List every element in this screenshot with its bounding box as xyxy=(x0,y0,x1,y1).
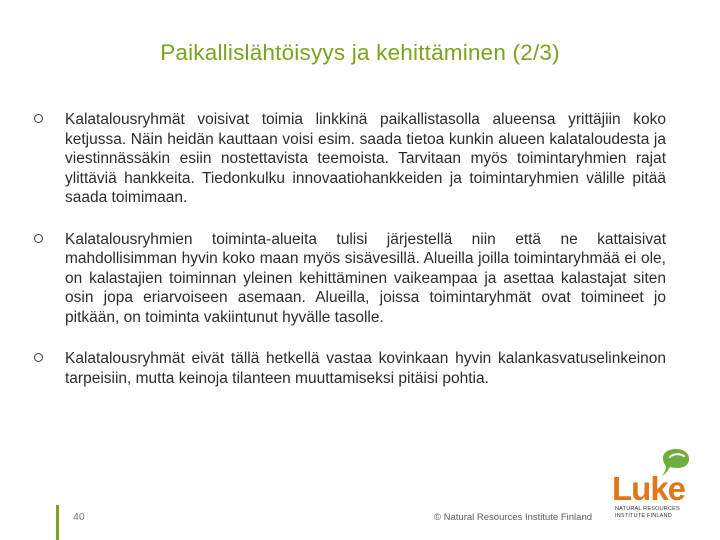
bullet-text: Kalatalousryhmien toiminta-alueita tulisi järjestellä niin että ne kattaisivat mahdollisimman hyvin koko maan myös sisävesillä. Alueilla joilla toimintaryhmää ei ole, on kalastajien toiminnan yleinen kehittäminen vaikeampaa ja asettaa kalastajat siten osin jopa eriarvoiseen asemaan. Alueilla, joissa toimintaryhmät ovat toimineet jo pitkään, on toiminta vakiintunut hyvälle tasolle. xyxy=(65,230,666,326)
logo-subtitle xyxy=(615,506,693,519)
footer-accent-bar xyxy=(56,505,59,540)
page-number: 40 xyxy=(73,511,85,523)
logo-wordmark: Luke xyxy=(612,470,686,507)
logo-subtitle-line: INSTITUTE FINLAND xyxy=(615,512,672,519)
copyright-text: © Natural Resources Institute Finland xyxy=(434,512,593,523)
bullet-circle-icon xyxy=(34,114,43,123)
bullet-item xyxy=(34,349,666,388)
bullet-list xyxy=(34,110,666,388)
bullet-item xyxy=(34,110,666,208)
luke-logo xyxy=(612,448,692,524)
logo-subtitle-line: NATURAL RESOURCES xyxy=(615,506,680,512)
slide-title: Paikallislähtöisyys ja kehittäminen (2/3) xyxy=(160,40,560,65)
bullet-text: Kalatalousryhmät eivät tällä hetkellä vastaa kovinkaan hyvin kalankasvatuselinkeinon tarpeisiin, mutta keinoja tilanteen muuttamiseksi pitäisi pohtia. xyxy=(65,350,666,387)
bullet-circle-icon xyxy=(34,353,43,362)
bullet-item xyxy=(34,230,666,328)
bullet-circle-icon xyxy=(34,234,43,243)
bullet-text: Kalatalousryhmät voisivat toimia linkkinä paikallistasolla alueensa yrittäjiin koko ketjussa. Näin heidän kauttaan voisi esim. saada tietoa kunkin alueen kalataloudesta ja viestinnässäkin esiin nostettavista teemoista. Tarvitaan myös toimintaryhmien rajat ylittäviä hankkeita. Tiedonkulku innovaatiohankkeiden ja toimintaryhmien välille pitää saada toimimaan. xyxy=(65,111,666,206)
